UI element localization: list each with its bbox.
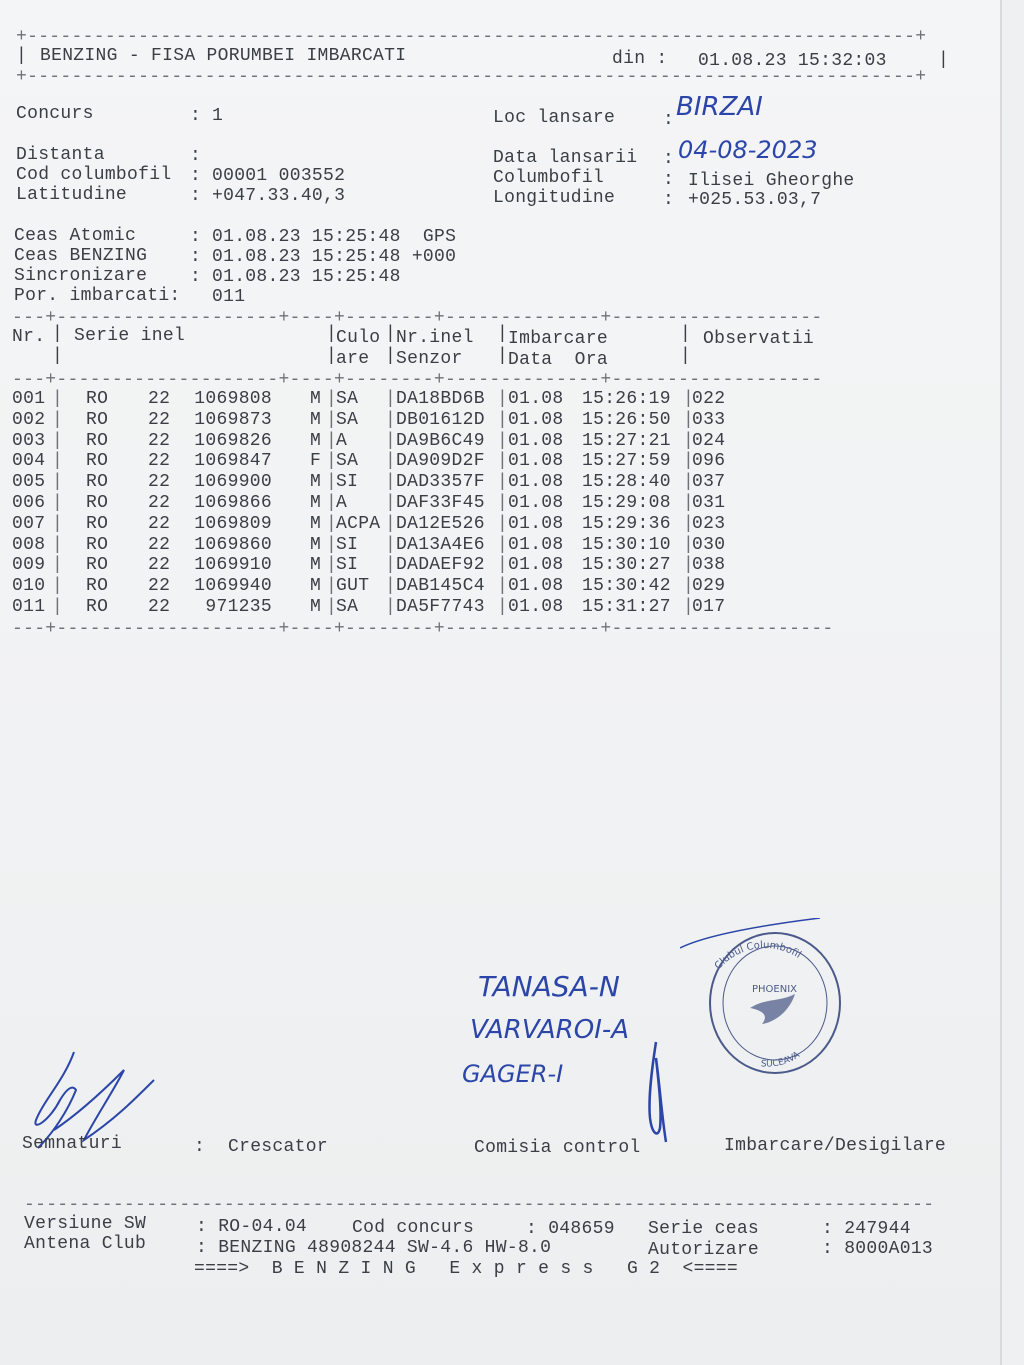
col-sep-2b: |: [326, 346, 338, 366]
row-separator: |: [497, 513, 509, 534]
autorizare-value: : 8000A013: [822, 1239, 934, 1259]
cell-senzor: DA9B6C49: [396, 430, 485, 451]
cell-nr: 011: [12, 597, 46, 617]
cell-an: 22: [148, 597, 171, 617]
cell-nr: 009: [12, 555, 46, 576]
row-separator: |: [52, 389, 64, 409]
cell-senzor: DA5F7743: [396, 597, 485, 617]
cell-sex: M: [310, 389, 322, 409]
semnaturi-label: Semnaturi: [22, 1134, 122, 1154]
col-sep-1b: |: [52, 346, 64, 366]
cell-ora: 15:29:36: [582, 513, 671, 534]
cell-senzor: DA18BD6B: [396, 389, 485, 409]
cell-tara: RO: [86, 576, 109, 597]
document-title: BENZING - FISA PORUMBEI IMBARCATI: [40, 46, 407, 66]
row-separator: |: [385, 493, 397, 513]
cell-nr: 008: [12, 534, 46, 555]
row-separator: |: [683, 597, 695, 617]
row-separator: |: [326, 555, 338, 576]
ceas-benzing-sep: :: [190, 247, 202, 267]
phoenix-bird-icon: [750, 994, 795, 1024]
loc-sep: :: [663, 110, 675, 130]
row-separator: |: [326, 513, 338, 534]
cell-an: 22: [148, 389, 171, 409]
col-sep-5b: |: [680, 346, 692, 366]
latitudine-value: +047.33.40,3: [212, 186, 346, 206]
cell-data: 01.08: [508, 451, 564, 472]
cell-inel: 1069940: [194, 576, 272, 597]
col-nr-header: Nr.: [12, 327, 46, 347]
cell-ora: 15:31:27: [582, 597, 671, 617]
cell-tara: RO: [86, 493, 109, 513]
row-separator: |: [683, 409, 695, 430]
cell-culoare: SA: [336, 409, 359, 430]
cell-senzor: DADAEF92: [396, 555, 485, 576]
longitudine-value: +025.53.03,7: [688, 190, 822, 210]
latitudine-label: Latitudine: [16, 185, 128, 205]
sincronizare-label: Sincronizare: [14, 266, 148, 286]
footer-border: ----------------------------------------------------------------------------------: [24, 1195, 935, 1215]
cell-culoare: SI: [336, 555, 359, 576]
cell-ora: 15:30:27: [582, 555, 671, 576]
row-separator: |: [52, 451, 64, 472]
row-separator: |: [497, 389, 509, 409]
versiune-sw-value: : RO-04.04: [196, 1217, 308, 1237]
cell-nr: 002: [12, 409, 46, 430]
benzing-express-banner: ====> B E N Z I N G E x p r e s s G 2 <====: [194, 1259, 738, 1279]
columbofil-sep: :: [663, 170, 675, 190]
cod-concurs-value: : 048659: [526, 1219, 615, 1239]
header-left-bar: |: [16, 46, 28, 66]
row-separator: |: [326, 451, 338, 472]
row-separator: |: [52, 513, 64, 534]
cell-sex: M: [310, 430, 322, 451]
cell-senzor: DAD3357F: [396, 472, 485, 493]
cell-an: 22: [148, 430, 171, 451]
crescator-label: Crescator: [228, 1137, 328, 1157]
versiune-sw-label: Versiune SW: [24, 1214, 147, 1234]
cell-culoare: A: [336, 493, 348, 513]
row-separator: |: [385, 597, 397, 617]
cell-tara: RO: [86, 451, 109, 472]
row-separator: |: [326, 576, 338, 597]
columbofil-label: Columbofil: [493, 168, 605, 188]
committee-name-2: VARVAROI-A: [470, 1015, 630, 1045]
row-separator: |: [683, 555, 695, 576]
cell-an: 22: [148, 472, 171, 493]
row-separator: |: [497, 534, 509, 555]
cod-concurs-label: Cod concurs: [352, 1218, 475, 1238]
col-sep-1: |: [52, 324, 64, 344]
cell-inel: 1069910: [194, 555, 272, 576]
loc-lansare-label: Loc lansare: [493, 108, 616, 128]
cell-ora: 15:27:59: [582, 451, 671, 472]
row-separator: |: [52, 576, 64, 597]
cell-nr: 010: [12, 576, 46, 597]
cell-senzor: DA12E526: [396, 513, 485, 534]
cell-sex: M: [310, 493, 322, 513]
row-separator: |: [497, 576, 509, 597]
col-sep-4: |: [497, 324, 509, 344]
cell-data: 01.08: [508, 493, 564, 513]
row-separator: |: [385, 555, 397, 576]
por-imbarcati-value: 011: [212, 287, 246, 307]
concurs-value: 1: [212, 106, 224, 126]
semnaturi-sep: :: [194, 1137, 206, 1157]
cell-an: 22: [148, 534, 171, 555]
cell-inel: 1069809: [194, 513, 272, 534]
imbarcare-desigilare-label: Imbarcare/Desigilare: [724, 1136, 947, 1156]
col-senzor-header-1: Nr.inel: [396, 328, 474, 348]
cell-tara: RO: [86, 430, 109, 451]
row-separator: |: [683, 389, 695, 409]
cell-ora: 15:29:08: [582, 493, 671, 513]
cell-sex: M: [310, 555, 322, 576]
cell-an: 22: [148, 451, 171, 472]
cell-culoare: SA: [336, 451, 359, 472]
cell-obs: 022: [692, 389, 726, 409]
cell-sex: M: [310, 597, 322, 617]
ceas-benzing-value: 01.08.23 15:25:48 +000: [212, 247, 457, 267]
cell-nr: 005: [12, 472, 46, 493]
cell-obs: 029: [692, 576, 726, 597]
ceas-atomic-label: Ceas Atomic: [14, 226, 137, 246]
cell-inel: 1069866: [194, 493, 272, 513]
row-separator: |: [52, 493, 64, 513]
din-label: din :: [612, 49, 668, 69]
cell-data: 01.08: [508, 430, 564, 451]
header-top-border: +--------------------------------------------------------------------------------+: [16, 27, 927, 47]
cell-inel: 1069847: [194, 451, 272, 472]
cell-an: 22: [148, 555, 171, 576]
cell-ora: 15:30:42: [582, 576, 671, 597]
row-separator: |: [497, 451, 509, 472]
din-value: 01.08.23 15:32:03: [698, 51, 887, 71]
cell-inel: 1069900: [194, 472, 272, 493]
col-imbarcare-header-1: Imbarcare: [508, 329, 608, 349]
row-separator: |: [683, 451, 695, 472]
cell-inel: 971235: [205, 597, 272, 617]
row-separator: |: [52, 472, 64, 493]
cell-inel: 1069860: [194, 534, 272, 555]
antena-club-label: Antena Club: [24, 1234, 147, 1254]
header-bottom-border: +--------------------------------------------------------------------------------+: [16, 67, 927, 87]
cell-ora: 15:28:40: [582, 472, 671, 493]
cell-ora: 15:30:10: [582, 534, 671, 555]
autorizare-label: Autorizare: [648, 1240, 760, 1260]
cell-obs: 096: [692, 451, 726, 472]
cell-ora: 15:26:19: [582, 389, 671, 409]
cell-culoare: A: [336, 430, 348, 451]
cell-ora: 15:27:21: [582, 430, 671, 451]
ceas-atomic-value: 01.08.23 15:25:48 GPS: [212, 227, 457, 247]
cell-an: 22: [148, 409, 171, 430]
table-bottom-border: ---+--------------------+----+--------+--------------+--------------------: [12, 619, 834, 639]
cell-data: 01.08: [508, 389, 564, 409]
cell-senzor: DA13A4E6: [396, 534, 485, 555]
row-separator: |: [52, 430, 64, 451]
cell-obs: 037: [692, 472, 726, 493]
cell-an: 22: [148, 493, 171, 513]
cell-nr: 007: [12, 513, 46, 534]
row-separator: |: [497, 493, 509, 513]
row-separator: |: [385, 389, 397, 409]
row-separator: |: [326, 597, 338, 617]
serie-ceas-value: : 247944: [822, 1219, 911, 1239]
cell-tara: RO: [86, 389, 109, 409]
cell-data: 01.08: [508, 576, 564, 597]
committee-name-1: TANASA-N: [478, 970, 620, 1003]
row-separator: |: [52, 555, 64, 576]
cell-obs: 023: [692, 513, 726, 534]
row-separator: |: [683, 493, 695, 513]
cell-senzor: DAB145C4: [396, 576, 485, 597]
col-sep-2: |: [326, 324, 338, 344]
cell-tara: RO: [86, 534, 109, 555]
cell-inel: 1069826: [194, 430, 272, 451]
col-culoare-header-1: Culo: [336, 328, 381, 348]
cell-tara: RO: [86, 597, 109, 617]
cell-sex: F: [310, 451, 322, 472]
row-separator: |: [683, 576, 695, 597]
cell-senzor: DA909D2F: [396, 451, 485, 472]
data-lansarii-label: Data lansarii: [493, 148, 638, 168]
serie-ceas-label: Serie ceas: [648, 1219, 760, 1239]
col-senzor-header-2: Senzor: [396, 349, 463, 369]
ceas-benzing-label: Ceas BENZING: [14, 246, 148, 266]
por-imbarcati-label: Por. imbarcati:: [14, 286, 181, 306]
cell-senzor: DB01612D: [396, 409, 485, 430]
committee-name-3: GAGER-I: [462, 1060, 564, 1088]
svg-text:Clubul Columbofil: [713, 940, 803, 972]
cell-tara: RO: [86, 555, 109, 576]
comisia-control-label: Comisia control: [474, 1138, 641, 1158]
col-serie-header: Serie inel: [74, 326, 186, 346]
col-sep-3: |: [385, 324, 397, 344]
cell-sex: M: [310, 576, 322, 597]
cell-data: 01.08: [508, 472, 564, 493]
concurs-label: Concurs: [16, 104, 94, 124]
cell-culoare: ACPA: [336, 513, 381, 534]
row-separator: |: [326, 534, 338, 555]
data-lansarii-sep: :: [663, 149, 675, 169]
cell-data: 01.08: [508, 513, 564, 534]
row-separator: |: [52, 597, 64, 617]
row-separator: |: [385, 430, 397, 451]
row-separator: |: [326, 389, 338, 409]
cell-an: 22: [148, 576, 171, 597]
cell-inel: 1069808: [194, 389, 272, 409]
cell-an: 22: [148, 513, 171, 534]
sincronizare-value: 01.08.23 15:25:48: [212, 267, 401, 287]
svg-text:SUCEAVA: [760, 1050, 802, 1070]
row-separator: |: [385, 576, 397, 597]
row-separator: |: [385, 451, 397, 472]
cell-nr: 006: [12, 493, 46, 513]
cell-senzor: DAF33F45: [396, 493, 485, 513]
row-separator: |: [385, 472, 397, 493]
row-separator: |: [326, 430, 338, 451]
cod-columbofil-label: Cod columbofil: [16, 165, 172, 185]
row-separator: |: [497, 597, 509, 617]
cell-ora: 15:26:50: [582, 409, 671, 430]
row-separator: |: [497, 409, 509, 430]
row-separator: |: [683, 513, 695, 534]
col-sep-5: |: [680, 324, 692, 344]
concurs-sep: :: [190, 106, 202, 126]
table-top-border: ---+--------------------+----+--------+--------------+-------------------: [12, 308, 823, 328]
row-separator: |: [326, 493, 338, 513]
sincronizare-sep: :: [190, 267, 202, 287]
row-separator: |: [326, 409, 338, 430]
cell-sex: M: [310, 472, 322, 493]
comisia-signature: [636, 1038, 676, 1148]
cod-columbofil-value: 00001 003552: [212, 166, 346, 186]
club-stamp: [680, 918, 850, 1078]
table-header-border: ---+--------------------+----+--------+--------------+-------------------: [12, 370, 823, 390]
long-sep: :: [663, 190, 675, 210]
row-separator: |: [683, 430, 695, 451]
col-sep-4b: |: [497, 346, 509, 366]
cell-sex: M: [310, 409, 322, 430]
stamp-top-text: Clubul Columbofil: [712, 939, 803, 972]
cell-sex: M: [310, 534, 322, 555]
row-separator: |: [497, 555, 509, 576]
cell-culoare: GUT: [336, 576, 370, 597]
cell-nr: 001: [12, 389, 46, 409]
cell-obs: 038: [692, 555, 726, 576]
cell-obs: 031: [692, 493, 726, 513]
row-separator: |: [385, 534, 397, 555]
col-imbarcare-header-2: Data Ora: [508, 350, 608, 370]
row-separator: |: [683, 534, 695, 555]
cell-nr: 004: [12, 451, 46, 472]
stamp-bottom-text: SUCEAVA: [760, 1050, 802, 1070]
row-separator: |: [497, 472, 509, 493]
cell-obs: 033: [692, 409, 726, 430]
cell-culoare: SI: [336, 472, 359, 493]
col-observatii-header: Observatii: [703, 329, 815, 349]
cell-data: 01.08: [508, 409, 564, 430]
cell-data: 01.08: [508, 555, 564, 576]
cell-obs: 030: [692, 534, 726, 555]
distanta-sep: :: [190, 146, 202, 166]
cell-sex: M: [310, 513, 322, 534]
longitudine-label: Longitudine: [493, 188, 616, 208]
header-right-bar: |: [938, 50, 950, 70]
stamp-center-text: PHOENIX: [752, 984, 798, 995]
cell-tara: RO: [86, 513, 109, 534]
row-separator: |: [497, 430, 509, 451]
cell-tara: RO: [86, 472, 109, 493]
cell-obs: 017: [692, 597, 726, 617]
lat-sep: :: [190, 186, 202, 206]
row-separator: |: [326, 472, 338, 493]
cell-inel: 1069873: [194, 409, 272, 430]
row-separator: |: [52, 409, 64, 430]
columbofil-value: Ilisei Gheorghe: [688, 171, 855, 191]
cell-nr: 003: [12, 430, 46, 451]
row-separator: |: [683, 472, 695, 493]
cell-tara: RO: [86, 409, 109, 430]
cell-culoare: SI: [336, 534, 359, 555]
cell-data: 01.08: [508, 534, 564, 555]
cell-data: 01.08: [508, 597, 564, 617]
data-lansarii-handwritten: 04-08-2023: [678, 136, 818, 164]
row-separator: |: [385, 513, 397, 534]
cod-sep: :: [190, 166, 202, 186]
antena-club-value: : BENZING 48908244 SW-4.6 HW-8.0: [196, 1238, 552, 1258]
row-separator: |: [385, 409, 397, 430]
row-separator: |: [52, 534, 64, 555]
cell-culoare: SA: [336, 389, 359, 409]
ceas-atomic-sep: :: [190, 227, 202, 247]
col-sep-3b: |: [385, 346, 397, 366]
distanta-label: Distanta: [16, 145, 105, 165]
cell-culoare: SA: [336, 597, 359, 617]
loc-lansare-handwritten: BIRZAI: [676, 92, 763, 122]
cell-obs: 024: [692, 430, 726, 451]
col-culoare-header-2: are: [336, 349, 370, 369]
